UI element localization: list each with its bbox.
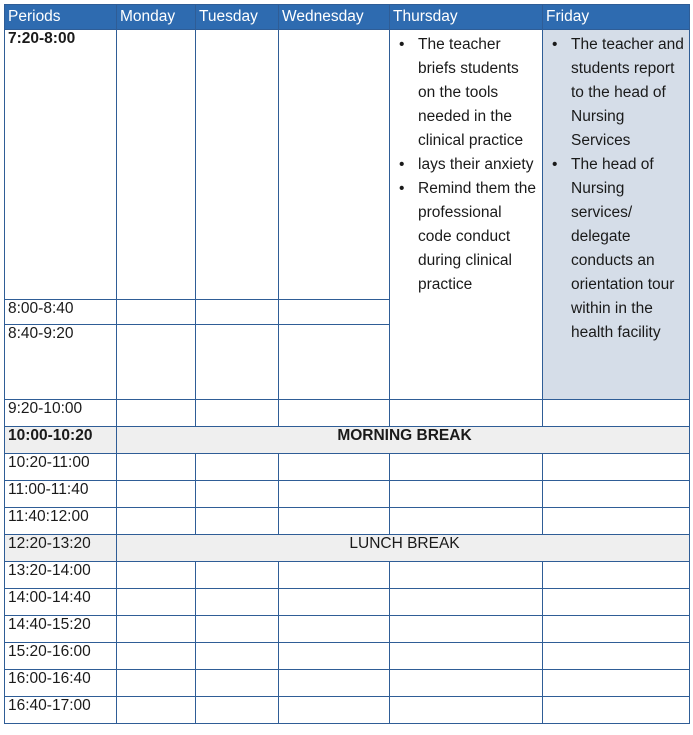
monday-cell	[117, 400, 196, 427]
thursday-cell	[390, 697, 543, 724]
table-row	[5, 589, 690, 616]
tuesday-cell	[196, 30, 279, 300]
wednesday-cell	[279, 300, 390, 325]
table-row	[5, 616, 690, 643]
friday-cell	[543, 643, 690, 670]
friday-activity-list	[546, 30, 689, 345]
table-row	[5, 481, 690, 508]
friday-activity-cell	[543, 30, 690, 400]
header-wednesday: Wednesday	[279, 5, 390, 30]
tuesday-cell	[196, 400, 279, 427]
wednesday-cell	[279, 589, 390, 616]
timetable	[4, 4, 690, 724]
wednesday-cell	[279, 508, 390, 535]
monday-cell	[117, 643, 196, 670]
wednesday-cell	[279, 400, 390, 427]
friday-cell	[543, 697, 690, 724]
table-row	[5, 30, 690, 300]
wednesday-cell	[279, 616, 390, 643]
monday-cell	[117, 562, 196, 589]
tuesday-cell	[196, 670, 279, 697]
wednesday-cell	[279, 643, 390, 670]
tuesday-cell	[196, 300, 279, 325]
table-row	[5, 454, 690, 481]
friday-cell	[543, 589, 690, 616]
period-cell: 15:20-16:00	[5, 643, 117, 670]
morning-break-row	[5, 427, 690, 454]
table-row	[5, 562, 690, 589]
wednesday-cell	[279, 325, 390, 400]
thursday-item-text: lays their anxiety	[418, 156, 534, 173]
thursday-cell	[390, 508, 543, 535]
monday-cell	[117, 697, 196, 724]
thursday-cell	[390, 643, 543, 670]
table-row	[5, 400, 690, 427]
header-thursday: Thursday	[390, 5, 543, 30]
period-cell: 16:00-16:40	[5, 670, 117, 697]
thursday-activity-list	[393, 30, 542, 297]
wednesday-cell	[279, 481, 390, 508]
monday-cell	[117, 481, 196, 508]
tuesday-cell	[196, 325, 279, 400]
table-row	[5, 697, 690, 724]
list-item	[546, 33, 685, 153]
thursday-cell	[390, 616, 543, 643]
monday-cell	[117, 300, 196, 325]
period-cell: 14:00-14:40	[5, 589, 117, 616]
period-cell: 11:40:12:00	[5, 508, 117, 535]
wednesday-cell	[279, 562, 390, 589]
monday-cell	[117, 30, 196, 300]
friday-cell	[543, 508, 690, 535]
wednesday-cell	[279, 30, 390, 300]
list-item	[393, 153, 538, 177]
list-item	[546, 153, 685, 345]
tuesday-cell	[196, 643, 279, 670]
tuesday-cell	[196, 589, 279, 616]
wednesday-cell	[279, 670, 390, 697]
monday-cell	[117, 454, 196, 481]
friday-cell	[543, 481, 690, 508]
period-cell: 13:20-14:00	[5, 562, 117, 589]
bullet-icon: •	[399, 36, 405, 53]
period-cell: 12:20-13:20	[5, 535, 117, 562]
lunch-break-label: LUNCH BREAK	[117, 535, 690, 562]
thursday-item-text: Remind them the professional code conduct during clinical practice	[418, 180, 537, 293]
header-monday: Monday	[117, 5, 196, 30]
friday-item-text: The head of Nursing services/ delegate conducts an orientation tour within in the health facility	[571, 156, 675, 341]
table-row	[5, 508, 690, 535]
table-row	[5, 670, 690, 697]
friday-item-text: The teacher and students report to the head of Nursing Services	[571, 36, 684, 149]
tuesday-cell	[196, 562, 279, 589]
wednesday-cell	[279, 454, 390, 481]
friday-cell	[543, 616, 690, 643]
friday-cell	[543, 454, 690, 481]
period-cell: 10:20-11:00	[5, 454, 117, 481]
monday-cell	[117, 589, 196, 616]
list-item	[393, 33, 538, 153]
monday-cell	[117, 325, 196, 400]
friday-cell	[543, 670, 690, 697]
header-tuesday: Tuesday	[196, 5, 279, 30]
period-cell: 10:00-10:20	[5, 427, 117, 454]
period-cell: 8:00-8:40	[5, 300, 117, 325]
thursday-item-text: The teacher briefs students on the tools needed in the clinical practice	[418, 36, 524, 149]
bullet-icon: •	[552, 156, 558, 173]
morning-break-label: MORNING BREAK	[117, 427, 690, 454]
bullet-icon: •	[552, 36, 558, 53]
thursday-cell	[390, 670, 543, 697]
wednesday-cell	[279, 697, 390, 724]
period-cell: 7:20-8:00	[5, 30, 117, 300]
header-friday: Friday	[543, 5, 690, 30]
friday-cell	[543, 562, 690, 589]
header-row	[5, 5, 690, 30]
thursday-cell	[390, 400, 543, 427]
bullet-icon: •	[399, 180, 405, 197]
period-cell: 14:40-15:20	[5, 616, 117, 643]
list-item	[393, 177, 538, 297]
thursday-cell	[390, 481, 543, 508]
tuesday-cell	[196, 481, 279, 508]
tuesday-cell	[196, 616, 279, 643]
monday-cell	[117, 616, 196, 643]
tuesday-cell	[196, 508, 279, 535]
monday-cell	[117, 508, 196, 535]
thursday-cell	[390, 454, 543, 481]
period-cell: 11:00-11:40	[5, 481, 117, 508]
header-periods: Periods	[5, 5, 117, 30]
period-cell: 9:20-10:00	[5, 400, 117, 427]
friday-cell	[543, 400, 690, 427]
tuesday-cell	[196, 697, 279, 724]
period-cell: 16:40-17:00	[5, 697, 117, 724]
monday-cell	[117, 670, 196, 697]
table-row	[5, 643, 690, 670]
thursday-activity-cell	[390, 30, 543, 400]
lunch-break-row	[5, 535, 690, 562]
thursday-cell	[390, 589, 543, 616]
thursday-cell	[390, 562, 543, 589]
bullet-icon: •	[399, 156, 405, 173]
period-cell: 8:40-9:20	[5, 325, 117, 400]
tuesday-cell	[196, 454, 279, 481]
